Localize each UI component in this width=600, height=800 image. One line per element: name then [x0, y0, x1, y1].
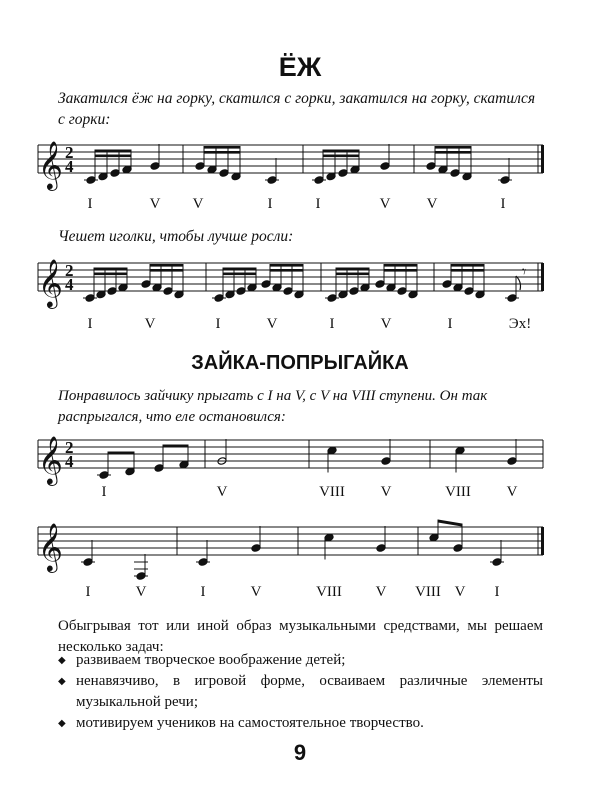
note-head	[283, 287, 293, 296]
note-beam	[150, 264, 183, 267]
final-barline-thick	[541, 263, 544, 291]
note-head	[86, 176, 96, 185]
hedgehog-intro: Закатился ёж на горку, скатился с горки, закатился на горку, скатился с горки:	[58, 90, 536, 128]
note-head	[154, 464, 164, 473]
note-head	[294, 290, 304, 299]
note-head	[349, 287, 359, 296]
note-head	[247, 283, 257, 292]
note-head	[179, 460, 189, 469]
note-head	[198, 558, 208, 567]
note-head	[195, 162, 205, 171]
degree-label: V	[426, 196, 438, 212]
treble-clef-icon: 𝄞	[38, 140, 63, 189]
note-head	[380, 162, 390, 171]
degree-label: I	[315, 196, 321, 212]
bunny-intro: Понравилось зайчику прыгать с I на V, с V на VIII ступени. Он так распрыгался, что еле остановился:	[58, 388, 488, 425]
note-head	[376, 544, 386, 553]
time-signature-bottom: 4	[65, 157, 74, 176]
note-head	[438, 165, 448, 174]
note-beam	[270, 269, 303, 272]
note-head	[492, 558, 502, 567]
note-head	[163, 287, 173, 296]
degree-label: I	[267, 196, 273, 212]
time-signature-top: 2	[65, 261, 74, 280]
note-head	[231, 172, 241, 181]
degree-label: V	[144, 316, 156, 332]
note-head	[136, 572, 146, 581]
note-head	[125, 467, 135, 476]
note-beam	[95, 150, 131, 153]
note-head	[214, 294, 224, 303]
note-beam	[270, 264, 303, 267]
section-title-hedgehog: ЁЖ	[278, 52, 322, 82]
note-beam	[451, 269, 484, 272]
task-text: развиваем творческое воображение детей;	[76, 652, 346, 668]
degree-label: V	[454, 584, 466, 600]
note-beam	[336, 268, 369, 271]
degree-label: I	[494, 584, 500, 600]
note-head	[327, 294, 337, 303]
degree-label: V	[266, 316, 278, 332]
note-head	[261, 280, 271, 289]
task-text: ненавязчиво, в игровой форме, осваиваем различные элементы музыкальной речи;	[76, 673, 543, 710]
note-head	[464, 287, 474, 296]
note-head	[267, 176, 277, 185]
note-head	[96, 290, 106, 299]
note-beam	[108, 452, 134, 455]
note-beam	[435, 151, 471, 154]
note-head	[152, 283, 162, 292]
time-signature-top: 2	[65, 143, 74, 162]
note-beam	[435, 146, 471, 149]
note-head	[507, 457, 517, 466]
degree-label: I	[329, 316, 335, 332]
time-signature-top: 2	[65, 438, 74, 457]
note-head	[217, 457, 227, 466]
treble-clef-icon: 𝄞	[38, 435, 63, 484]
degree-label: V	[379, 196, 391, 212]
note-beam	[94, 268, 127, 271]
degree-label: Эх!	[508, 316, 532, 332]
degree-label: I	[200, 584, 206, 600]
note-head	[507, 294, 517, 303]
note-beam	[163, 445, 188, 448]
diamond-bullet-icon: ◆	[58, 718, 66, 729]
note-head	[85, 294, 95, 303]
degree-label: V	[216, 484, 228, 500]
note-head	[386, 283, 396, 292]
task-item	[58, 671, 543, 713]
page-number: 9	[293, 740, 307, 765]
task-item	[58, 650, 543, 671]
note-head	[426, 162, 436, 171]
degree-label: VIII	[316, 584, 342, 600]
degree-label: I	[87, 196, 93, 212]
task-list	[58, 650, 543, 734]
note-head	[236, 287, 246, 296]
staff-hedgehog-1	[38, 140, 544, 191]
note-head	[99, 471, 109, 480]
note-flag	[516, 276, 521, 290]
note-head	[462, 172, 472, 181]
note-head	[122, 165, 132, 174]
body-paragraph: Обыгрывая тот или иной образ музыкальными средствами, мы решаем несколько задач:	[58, 618, 543, 655]
staff-bunny-2	[38, 520, 544, 581]
note-beam	[223, 273, 256, 276]
section-title-bunny: ЗАЙКА-ПОПРЫГАЙКА	[191, 352, 409, 374]
note-beam	[384, 264, 417, 267]
note-head	[450, 169, 460, 178]
note-head	[150, 162, 160, 171]
final-barline-thick	[541, 527, 544, 555]
note-beam	[323, 150, 359, 153]
treble-clef-icon: 𝄞	[38, 258, 63, 307]
task-text: мотивируем учеников на самостоятельное творчество.	[76, 715, 424, 731]
note-beam	[150, 269, 183, 272]
note-head	[453, 283, 463, 292]
note-head	[360, 283, 370, 292]
note-beam	[323, 155, 359, 158]
note-head	[475, 290, 485, 299]
note-head	[207, 165, 217, 174]
degree-label: V	[135, 584, 147, 600]
degree-label: VIII	[319, 484, 345, 500]
note-head	[314, 176, 324, 185]
note-head	[141, 280, 151, 289]
note-head	[272, 283, 282, 292]
note-head	[324, 533, 334, 542]
treble-clef-icon: 𝄞	[38, 522, 63, 571]
note-beam	[438, 520, 462, 527]
note-head	[338, 290, 348, 299]
note-head	[326, 172, 336, 181]
note-head	[455, 446, 465, 455]
degree-label: V	[375, 584, 387, 600]
note-head	[453, 544, 463, 553]
note-head	[327, 446, 337, 455]
time-signature-bottom: 4	[65, 452, 74, 471]
time-signature-bottom: 4	[65, 275, 74, 294]
note-head	[397, 287, 407, 296]
hedgehog-verse2: Чешет иголки, чтобы лучше росли:	[58, 228, 294, 245]
degree-label: VIII	[445, 484, 471, 500]
diamond-bullet-icon: ◆	[58, 655, 66, 666]
degree-label: VIII	[415, 584, 441, 600]
eighth-rest-icon: 𝄾	[522, 262, 527, 281]
note-head	[225, 290, 235, 299]
note-head	[408, 290, 418, 299]
note-head	[500, 176, 510, 185]
degree-label: V	[380, 316, 392, 332]
degree-label: I	[85, 584, 91, 600]
note-beam	[451, 264, 484, 267]
note-head	[338, 169, 348, 178]
degree-label: I	[500, 196, 506, 212]
degree-label: I	[215, 316, 221, 332]
diamond-bullet-icon: ◆	[58, 676, 66, 687]
note-head	[83, 558, 93, 567]
degree-label: V	[380, 484, 392, 500]
note-head	[110, 169, 120, 178]
staff-hedgehog-2	[38, 258, 544, 309]
note-beam	[95, 155, 131, 158]
degree-label: V	[250, 584, 262, 600]
note-head	[381, 457, 391, 466]
note-beam	[204, 151, 240, 154]
staff-bunny-1	[38, 435, 543, 486]
note-beam	[384, 269, 417, 272]
note-head	[375, 280, 385, 289]
degree-label: I	[101, 484, 107, 500]
note-beam	[204, 146, 240, 149]
note-head	[350, 165, 360, 174]
degree-label: V	[149, 196, 161, 212]
final-barline-thick	[541, 145, 544, 173]
note-head	[429, 533, 439, 542]
task-item	[58, 713, 543, 734]
note-beam	[94, 273, 127, 276]
note-beam	[336, 273, 369, 276]
degree-label: I	[87, 316, 93, 332]
note-head	[251, 544, 261, 553]
degree-label: V	[192, 196, 204, 212]
note-head	[118, 283, 128, 292]
note-head	[107, 287, 117, 296]
degree-label: I	[447, 316, 453, 332]
note-beam	[223, 268, 256, 271]
note-head	[98, 172, 108, 181]
note-head	[219, 169, 229, 178]
note-head	[442, 280, 452, 289]
note-head	[174, 290, 184, 299]
degree-label: V	[506, 484, 518, 500]
